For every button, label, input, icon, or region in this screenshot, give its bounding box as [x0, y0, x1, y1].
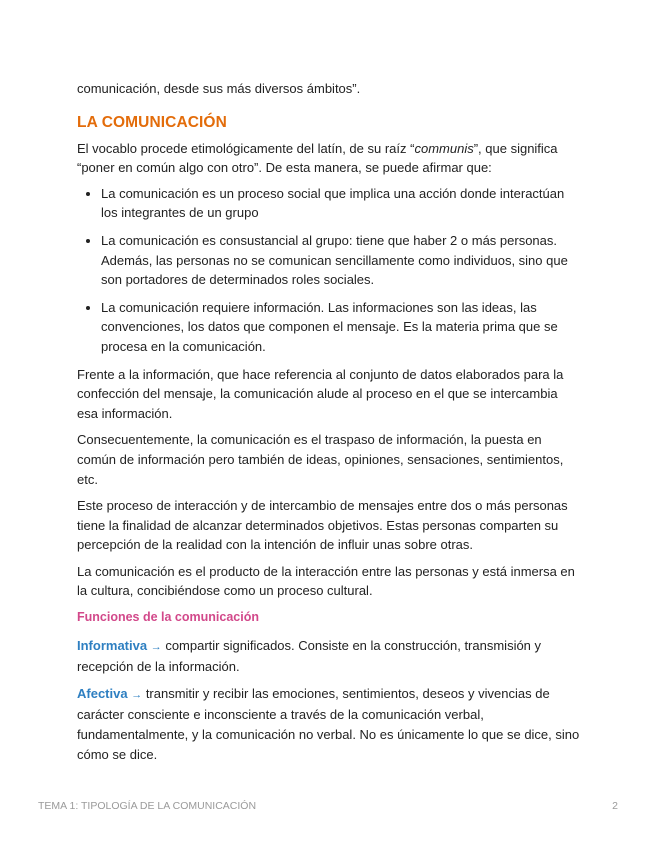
arrow-icon: → [131, 688, 143, 701]
body-paragraph: Consecuentemente, la comunicación es el traspaso de información, la puesta en común de información pero también de ideas, opiniones, sensaciones, sentimientos, etc. [77, 432, 564, 487]
function-text: compartir significados. Consiste en la construcción, transmisión y recepción de la información. [77, 637, 542, 675]
bullet-list [77, 184, 582, 357]
lead-before: El vocablo procede etimológicamente del latín, de su raíz “ [77, 140, 415, 156]
function-informativa [77, 636, 582, 677]
subsection-heading: Funciones de la comunicación [77, 610, 259, 625]
body-paragraph: Este proceso de interacción y de intercambio de mensajes entre dos o más personas tiene la finalidad de alcanzar determinados objetivos. Estas personas comparten su percepción de la realidad con la intención de influir unas sobre otras. [77, 498, 568, 553]
section-heading: LA COMUNICACIÓN [77, 113, 227, 131]
body-paragraph: La comunicación es el producto de la interacción entre las personas y está inmersa en la cultura, concibiéndose como un proceso cultural. [77, 563, 575, 599]
body-paragraph: Frente a la información, que hace referencia al conjunto de datos elaborados para la confección del mensaje, la comunicación alude al proceso en el que se intercambia esa información. [77, 366, 564, 421]
intro-text: comunicación, desde sus más diversos ámbitos”. [77, 81, 361, 96]
function-afectiva [77, 684, 582, 764]
lead-term: communis [414, 140, 474, 156]
function-text: transmitir y recibir las emociones, sentimientos, deseos y vivencias de carácter consciente e inconsciente a través de la comunicación verbal, fundamentalmente, y la comunicación no verbal. No es únicamente lo que se dice, sino cómo se dice. [77, 685, 580, 762]
list-item: • La comunicación requiere información. Las informaciones son las ideas, las convenciones, los datos que componen el mensaje. Es la materia prima que se procesa en la comunicación. [101, 298, 582, 357]
page-content [77, 79, 582, 771]
list-item: • La comunicación es consustancial al grupo: tiene que haber 2 o más personas. Además, las personas no se comunican sencillamente como individuos, sino que son portadores de determinados roles sociales. [101, 231, 582, 290]
page-footer [38, 800, 618, 812]
lead-after: ”, que significa “poner en común algo con otro”. De esta manera, se puede afirmar que: [77, 140, 558, 176]
arrow-icon: → [150, 640, 162, 653]
function-term: Informativa [77, 637, 148, 653]
list-item: • La comunicación es un proceso social que implica una acción donde interactúan los integrantes de un grupo [101, 184, 582, 223]
page-number: 2 [612, 800, 618, 812]
function-term: Afectiva [77, 685, 128, 701]
lead-paragraph [77, 139, 582, 178]
footer-title: TEMA 1: TIPOLOGÍA DE LA COMUNICACIÓN [38, 800, 257, 812]
